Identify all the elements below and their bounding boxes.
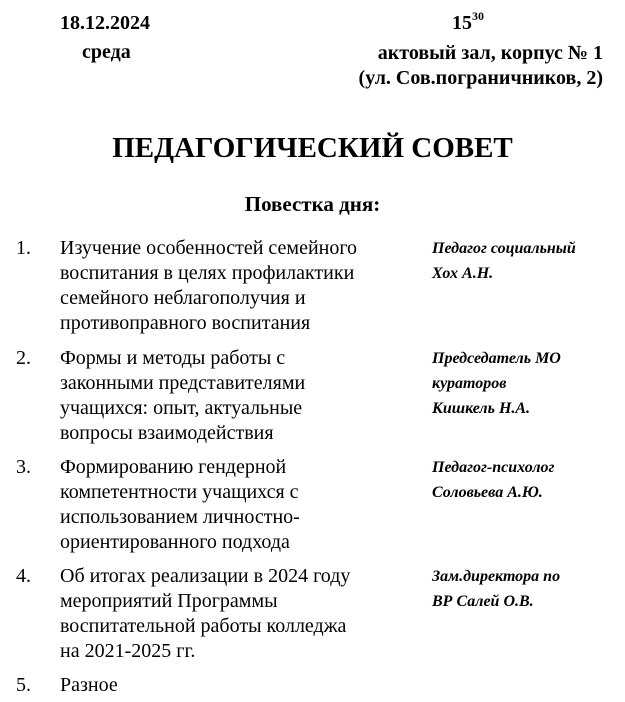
agenda-item-text [60, 564, 432, 673]
speaker-line: Зам.директора по [432, 568, 561, 585]
agenda-item-line: противоправного воспитания [60, 312, 311, 334]
meeting-time [452, 9, 484, 35]
agenda-item-line: Об итогах реализации в 2024 году [60, 565, 351, 587]
speaker-line: Председатель МО [432, 350, 561, 367]
agenda-item-line: вопросы взаимодействия [60, 422, 274, 444]
agenda-item-line: использованием личностно- [60, 506, 300, 528]
speaker-line: Кишкель Н.А. [432, 400, 531, 417]
agenda-item-line: мероприятий Программы [60, 590, 278, 612]
agenda-item-line: Формированию гендерной [60, 456, 287, 478]
agenda-item-number: 4. [16, 565, 31, 587]
agenda-item-speaker [432, 564, 612, 673]
agenda-item-number: 1. [16, 237, 31, 259]
agenda-item-line: воспитания в целях профилактики [60, 262, 355, 284]
agenda-item [0, 236, 625, 346]
agenda-item [0, 564, 625, 673]
speaker-line: Хох А.Н. [432, 265, 494, 282]
agenda-item-speaker [432, 346, 612, 455]
agenda-heading: Повестка дня: [244, 192, 381, 216]
agenda-item-speaker [432, 236, 612, 346]
speaker-line: Соловьева А.Ю. [432, 484, 543, 501]
agenda-item-text [60, 673, 432, 698]
meeting-place [359, 41, 603, 91]
agenda-item-speaker [432, 455, 612, 564]
speaker-line: кураторов [432, 375, 507, 392]
document-title: ПЕДАГОГИЧЕСКИЙ СОВЕТ [112, 132, 513, 164]
agenda-item-text [60, 455, 432, 564]
agenda-item-line: Разное [60, 674, 118, 696]
agenda-item [0, 673, 625, 698]
agenda-item-line: ориентированного подхода [60, 531, 290, 553]
agenda-item [0, 455, 625, 564]
header [0, 10, 625, 96]
speaker-line: ВР Салей О.В. [432, 593, 534, 610]
speaker-line: Педагог социальный [432, 240, 576, 257]
agenda-item-text [60, 236, 432, 346]
agenda-item-line: законными представителями [60, 372, 306, 394]
agenda-item-number: 5. [16, 674, 31, 696]
agenda-item-speaker [432, 673, 612, 698]
time-minutes: 30 [472, 9, 484, 23]
place-line: актовый зал, корпус № 1 [377, 42, 603, 64]
agenda-item [0, 346, 625, 455]
agenda-item-line: Изучение особенностей семейного [60, 237, 358, 259]
agenda-item-text [60, 346, 432, 455]
agenda-item-number: 3. [16, 456, 31, 478]
agenda-item-line: семейного неблагополучия и [60, 287, 306, 309]
time-hour: 15 [452, 12, 472, 34]
place-line: (ул. Сов.пограничников, 2) [358, 67, 603, 89]
agenda-item-line: на 2021-2025 гг. [60, 640, 196, 662]
speaker-line: Педагог-психолог [432, 459, 555, 476]
agenda-item-line: учащихся: опыт, актуальные [60, 397, 303, 419]
meeting-weekday: среда [82, 41, 131, 63]
agenda-list [0, 236, 625, 698]
agenda-item-line: Формы и методы работы с [60, 347, 286, 369]
agenda-item-number: 2. [16, 347, 31, 369]
meeting-date: 18.12.2024 [60, 12, 150, 34]
agenda-item-line: воспитательной работы колледжа [60, 615, 347, 637]
agenda-item-line: компетентности учащихся с [60, 481, 299, 503]
